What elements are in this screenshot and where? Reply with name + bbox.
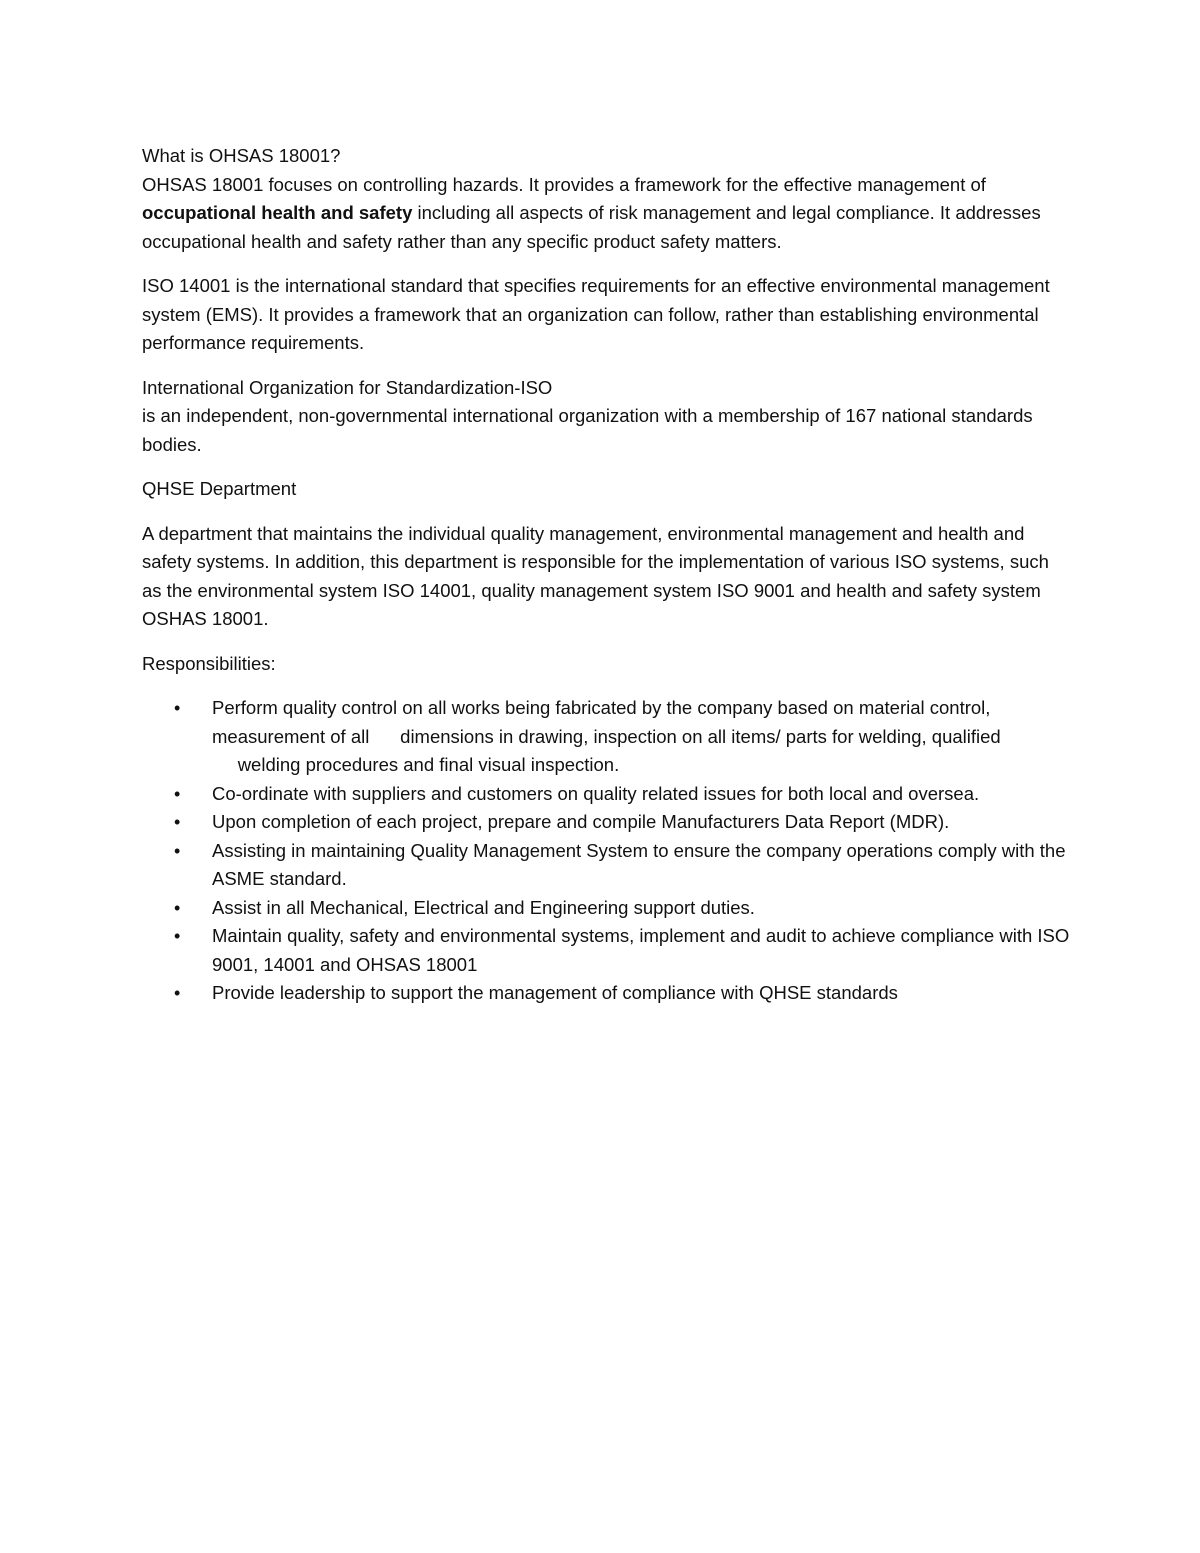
bullet-icon: • <box>174 783 181 804</box>
bullet-icon: • <box>174 840 181 861</box>
ohsas-bold-phrase: occupational health and safety <box>142 202 413 223</box>
list-item-text: Assist in all Mechanical, Electrical and Engineering support duties. <box>212 896 755 918</box>
ohsas-title: What is OHSAS 18001? <box>142 145 341 166</box>
list-item <box>142 837 1072 894</box>
list-item-text: Perform quality control on all works being fabricated by the company based on material control, measurement of all dimensions in drawing, inspection on all items/ parts for welding, qualified welding procedures and final visual inspection. <box>212 697 1001 775</box>
list-item <box>142 894 1072 923</box>
iso-org-title: International Organization for Standardization-ISO <box>142 376 553 398</box>
bullet-icon: • <box>174 812 181 832</box>
bullet-icon: • <box>174 926 181 946</box>
ohsas-rest: including all aspects of risk management and legal compliance. It addresses occupational health and safety rather than any specific product safety matters. <box>142 202 1041 252</box>
list-item <box>142 922 1072 979</box>
responsibilities-title: Responsibilities: <box>142 652 276 674</box>
iso-org-paragraph: is an independent, non-governmental international organization with a membership of 167 national standards bodies. <box>142 405 1033 455</box>
list-item-text: Provide leadership to support the management of compliance with QHSE standards <box>212 982 898 1003</box>
list-item-text: Assisting in maintaining Quality Management System to ensure the company operations comply with the ASME standard. <box>212 839 1066 889</box>
list-item-text: Maintain quality, safety and environmental systems, implement and audit to achieve compliance with ISO 9001, 14001 and OHSAS 18001 <box>212 925 1070 975</box>
ohsas-paragraph <box>142 171 1072 257</box>
qhse-paragraph: A department that maintains the individual quality management, environmental management and health and safety systems. In addition, this department is responsible for the implementation of various ISO systems, such as the environmental system ISO 14001, quality management system ISO 9001 and health and safety system OSHAS 18001. <box>142 522 1049 629</box>
document-body <box>142 142 1072 1008</box>
responsibilities-list <box>142 694 1072 1008</box>
list-item <box>142 694 1072 780</box>
bullet-icon: • <box>174 897 181 918</box>
list-item-text: Co-ordinate with suppliers and customers on quality related issues for both local and oversea. <box>212 782 980 804</box>
bullet-icon: • <box>174 983 181 1003</box>
list-item <box>142 808 1072 837</box>
list-item <box>142 780 1072 809</box>
iso14001-paragraph: ISO 14001 is the international standard that specifies requirements for an effective environmental management system (EMS). It provides a framework that an organization can follow, rather than establishing environmental performance requirements. <box>142 275 1050 353</box>
ohsas-intro: OHSAS 18001 focuses on controlling hazards. It provides a framework for the effective management of <box>142 173 986 195</box>
list-item-text: Upon completion of each project, prepare and compile Manufacturers Data Report (MDR). <box>212 811 950 832</box>
bullet-icon: • <box>174 698 181 718</box>
list-item <box>142 979 1072 1008</box>
qhse-title: QHSE Department <box>142 478 297 499</box>
